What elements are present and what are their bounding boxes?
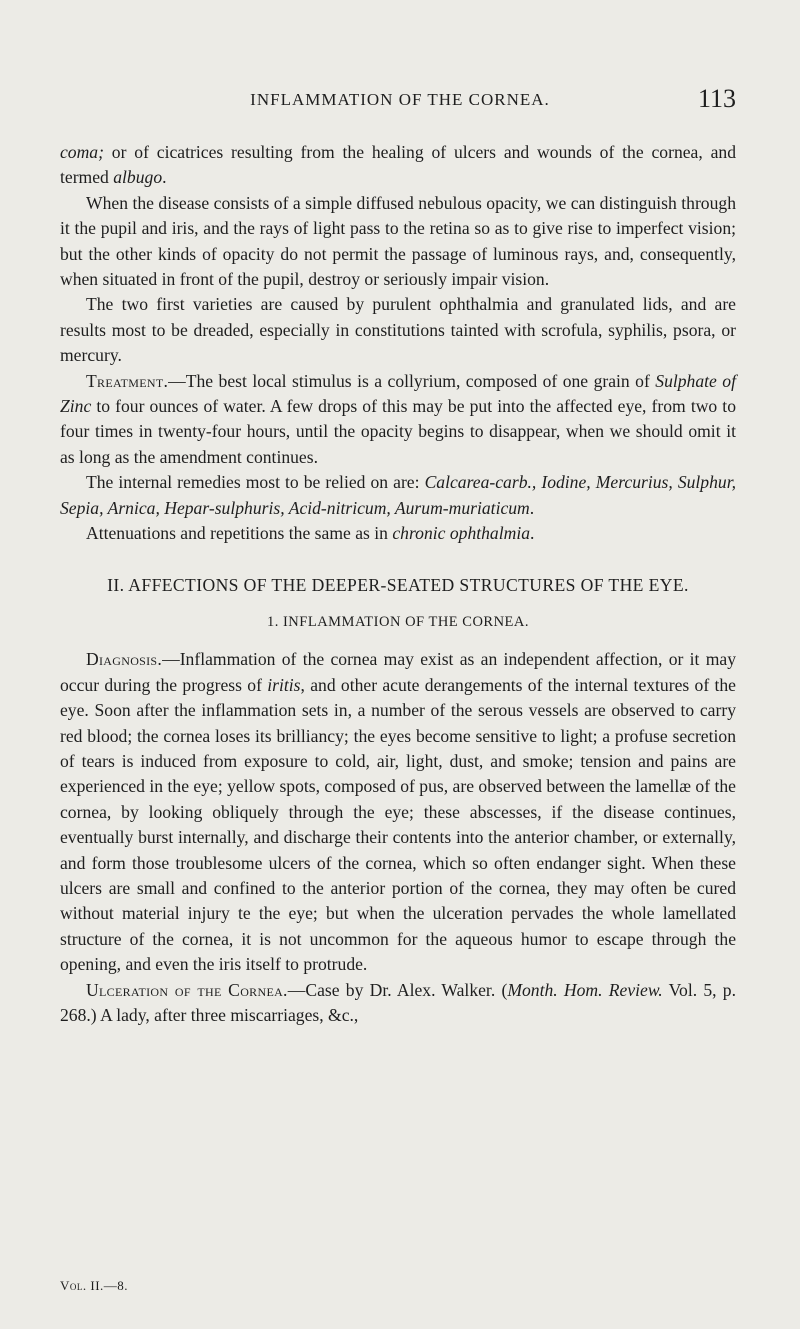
remedies-list: Calcarea-carb., Iodine, Mercurius, Sulphur, Sepia, Arnica, Hepar-sulphuris, Acid-nitricum, Aurum-muriaticum — [60, 472, 736, 518]
paragraph-attenuations: Attenuations and repetitions the same as in chronic ophthalmia. — [86, 523, 535, 544]
paragraph-treatment: Treatment.—The best local stimulus is a collyrium, composed of one grain of Sulphate of Zinc to four ounces of water. A few drops of this may be put into the affected eye, from two to four times in twenty-four hours, until the opacity begins to disappear, when we should omit it as long as the amendment continues. — [60, 370, 736, 467]
volume-signature: Vol. II.—8. — [60, 1278, 129, 1293]
citation-journal: Month. Hom. Review. — [507, 979, 663, 1000]
paragraph-albugo: coma; or of cicatrices resulting from the healing of ulcers and wounds of the cornea, and termed albugo. — [60, 142, 736, 188]
sub-heading: 1. INFLAMMATION OF THE CORNEA. — [266, 613, 530, 630]
running-head — [60, 84, 740, 118]
treatment-label: Treatment. — [86, 370, 169, 391]
section-heading: II. AFFECTIONS OF THE DEEPER-SEATED STRUCTURES OF THE EYE. — [107, 574, 689, 595]
term-iritis: iritis — [267, 674, 301, 695]
paragraph-diagnosis: Diagnosis.—Inflammation of the cornea may exist as an independent affection, or it may occur during the progress of iritis, and other acute derangements of the internal textures of the eye. Soon after the inflammation sets in, a number of the serous vessels are observed to carry red blood; the cornea loses its brilliancy; the eyes become sensitive to light; a profuse secretion of tears is induced from exposure to cold, air, light, dust, and smoke; tension and pains are experienced in the eye; yellow spots, composed of pus, are observed between the lamellæ of the cornea, by looking obliquely through the eye; these abscesses, if the disease continues, eventually burst internally, and discharge their contents into the anterior chamber, or externally, and form those troublesome ulcers of the cornea, which so often endanger sight. When these ulcers are small and confined to the anterior portion of the cornea, they may often be cured without material injury te the eye; but when the ulceration pervades the whole lamellated structure of the cornea, it is not uncommon for the aqueous humor to escape through the opening, and even the iris itself to protrude. — [60, 649, 736, 975]
paragraph-remedies: The internal remedies most to be relied on are: Calcarea-carb., Iodine, Mercurius, Sulphur, Sepia, Arnica, Hepar-sulphuris, Acid-nitricum, Aurum-muriaticum. — [60, 472, 736, 518]
ulceration-label: Ulceration of the Cornea. — [86, 979, 288, 1000]
term-chronic-ophthalmia: chronic ophthalmia — [392, 523, 530, 544]
paragraph-opacity: When the disease consists of a simple diffused nebulous opacity, we can distinguish through it the pupil and iris, and the rays of light pass to the retina so as to give rise to imperfect vision; but the other kinds of opacity do not permit the passage of luminous rays, and, consequently, when situated in front of the pupil, destroy or seriously impair vision. — [60, 192, 736, 290]
paragraph-varieties: The two first varieties are caused by purulent ophthalmia and granulated lids, and are results most to be dreaded, especially in constitutions tainted with scrofula, syphilis, psora, or mercury. — [60, 294, 736, 366]
page-number: 113 — [697, 84, 736, 113]
running-title: INFLAMMATION OF THE CORNEA. — [250, 90, 550, 109]
term-albugo: albugo — [113, 167, 163, 188]
page-body — [60, 140, 736, 1028]
paragraph-ulceration: Ulceration of the Cornea.—Case by Dr. Alex. Walker. (Month. Hom. Review. Vol. 5, p. 268.) A lady, after three miscarriages, &c., — [60, 979, 736, 1025]
term-coma: coma; — [60, 142, 104, 162]
diagnosis-label: Diagnosis. — [86, 649, 163, 670]
term-sulphate-of-zinc: Sulphate of Zinc — [60, 370, 736, 417]
